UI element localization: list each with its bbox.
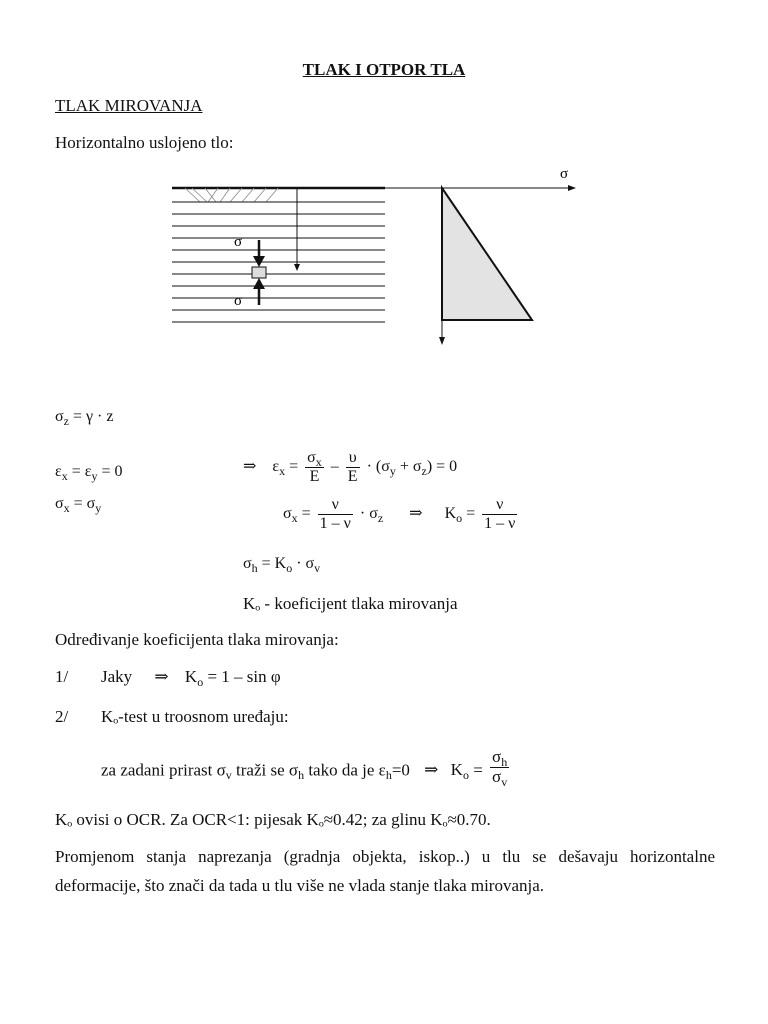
- equation-rhs: = 0: [97, 463, 123, 480]
- equation-rhs: = γ · z: [72, 408, 114, 425]
- equation-mid: = ε: [67, 463, 92, 480]
- subheading: Horizontalno uslojeno tlo:: [55, 133, 234, 152]
- item2-text: Kₒ-test u troosnom uređaju:: [101, 707, 289, 726]
- implies-symbol: ⇒: [243, 458, 257, 476]
- subscript: h: [385, 768, 392, 783]
- nu-fraction: [318, 496, 353, 533]
- subscript: h: [251, 561, 258, 575]
- subscript: y: [389, 464, 396, 479]
- bottom-arrow-head: [253, 278, 265, 289]
- plus: + σ: [395, 458, 422, 476]
- horizontal-stress-equation: [243, 555, 320, 573]
- final-paragraph: Promjenom stanja naprezanja (gradnja objekta, iskop..) u tlu se dešavaju horizontalne deformacije, što znači da tada u tlu više ne vlada stanje tlaka mirovanja.: [55, 847, 715, 895]
- k-symbol: K: [444, 505, 457, 523]
- epsilon-symbol: ε: [272, 458, 280, 476]
- equation-mid: = σ: [69, 495, 96, 512]
- detail-text: za zadani prirast σ: [101, 760, 226, 780]
- detail-text: traži se σ: [231, 760, 299, 780]
- sigma-top-label: σ: [234, 234, 243, 250]
- subscript: x: [63, 501, 70, 515]
- sigma-h-over-sigma-v-fraction: [490, 748, 509, 787]
- ocr-note: Kₒ ovisi o OCR. Za OCR<1: pijesak Kₒ≈0.42; za glinu Kₒ≈0.70.: [55, 810, 491, 829]
- epsilon-symbol: ε: [55, 463, 62, 480]
- denominator: σ: [492, 767, 502, 786]
- subscript: x: [61, 469, 68, 483]
- pressure-triangle: [442, 188, 532, 320]
- numerator: υ: [346, 449, 360, 468]
- depth-arrow-head: [294, 264, 300, 271]
- sigma-symbol: σ: [55, 495, 64, 512]
- numerator: ν: [318, 496, 353, 515]
- subscript: v: [225, 768, 232, 783]
- ko-fraction: [482, 496, 517, 533]
- k-symbol: K: [184, 667, 198, 686]
- sigma-axis-arrow: [568, 185, 576, 191]
- determination-heading: Određivanje koeficijenta tlaka mirovanja:: [55, 630, 339, 649]
- subscript: z: [377, 511, 384, 526]
- equals: =: [285, 458, 303, 476]
- lateral-stress-equation: [283, 496, 520, 533]
- implies-symbol: ⇒: [424, 760, 439, 780]
- section-heading: TLAK MIROVANJA: [55, 96, 203, 115]
- sigma-symbol: σ: [55, 408, 64, 425]
- paren-open: · (σ: [366, 458, 390, 476]
- subscript: o: [456, 511, 463, 526]
- ground-hatch: [185, 188, 278, 202]
- item1-number: 1/: [55, 667, 69, 686]
- subscript: o: [197, 675, 204, 689]
- subscript: v: [501, 775, 508, 789]
- detail-text: =0: [391, 760, 410, 780]
- denominator: E: [309, 468, 320, 485]
- subscript: v: [314, 561, 321, 575]
- equation-mid: = K: [257, 555, 287, 572]
- subscript: o: [462, 768, 469, 783]
- k-symbol: K: [450, 760, 463, 780]
- subscript: y: [91, 469, 98, 483]
- equation-rhs: = 1 – sin φ: [203, 667, 281, 686]
- denominator: 1 – ν: [484, 515, 516, 532]
- subscript: h: [298, 768, 305, 783]
- soil-pressure-figure: [150, 160, 590, 360]
- stress-equality-equation: [55, 495, 101, 513]
- item2-detail: [101, 747, 512, 791]
- sigma-axis-label: σ: [560, 166, 569, 182]
- nu-over-e-fraction: [346, 449, 360, 486]
- subscript: x: [315, 455, 322, 469]
- equals: =: [468, 760, 488, 780]
- implies-symbol: ⇒: [154, 667, 169, 686]
- denominator: E: [347, 468, 358, 485]
- minus: –: [330, 458, 339, 476]
- numerator: ν: [482, 496, 517, 515]
- hooke-equation: [243, 449, 457, 486]
- depth-axis-arrow: [439, 337, 445, 345]
- ko-definition: Kₒ - koeficijent tlaka mirovanja: [243, 594, 458, 613]
- equals: =: [462, 505, 480, 523]
- numerator: σ: [492, 747, 502, 766]
- equation-tail: · σ: [359, 505, 378, 523]
- equals: =: [297, 505, 315, 523]
- subscript: x: [279, 464, 286, 479]
- sigma-over-e-fraction: [305, 449, 324, 486]
- subscript: o: [286, 561, 293, 575]
- strain-equation: [55, 463, 123, 481]
- subscript: h: [501, 755, 508, 769]
- implies-symbol: ⇒: [409, 505, 423, 523]
- subscript: z: [421, 464, 427, 479]
- item2-number: 2/: [55, 707, 69, 726]
- subscript: x: [291, 511, 298, 526]
- sigma-symbol: σ: [243, 555, 252, 572]
- soil-element: [252, 267, 266, 278]
- equation-dot: · σ: [292, 555, 315, 572]
- subscript: y: [95, 501, 102, 515]
- paren-close: ) = 0: [426, 458, 458, 476]
- detail-text: tako da je ε: [304, 760, 386, 780]
- item1-name: Jaky: [101, 667, 133, 686]
- numerator: σ: [307, 449, 316, 466]
- sigma-symbol: σ: [283, 505, 292, 523]
- soil-layers: [172, 202, 385, 322]
- denominator: 1 – ν: [319, 515, 351, 532]
- page-title: TLAK I OTPOR TLA: [302, 60, 466, 79]
- item1-jaky-formula: [101, 667, 281, 687]
- sigma-z-equation: [55, 408, 113, 426]
- sigma-bottom-label: σ: [234, 293, 243, 309]
- subscript: z: [63, 414, 69, 428]
